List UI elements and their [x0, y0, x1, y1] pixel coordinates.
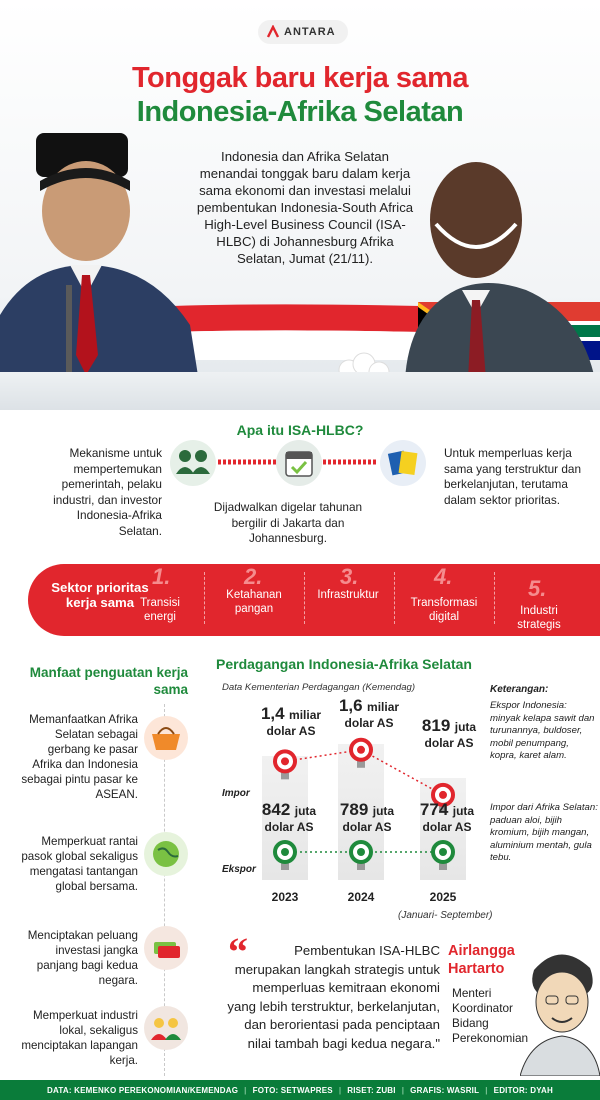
speaker-name: Airlangga Hartarto: [448, 943, 515, 977]
credit-data: DATA: KEMENKO PEREKONOMIAN/KEMENDAG: [47, 1085, 239, 1095]
sector-divider: [304, 572, 305, 624]
speaker-portrait: [520, 940, 600, 1076]
export-row-label: Ekspor: [222, 864, 256, 875]
footer-separator: |: [338, 1085, 342, 1095]
footer-separator: |: [485, 1085, 488, 1095]
sector-number: 4.: [434, 564, 453, 589]
benefit-item-4: Memperkuat industri lokal, sekaligus menciptakan lapangan kerja.: [21, 1009, 138, 1067]
trade-title: Perdagangan Indonesia-Afrika Selatan: [216, 656, 472, 672]
sector-divider: [394, 572, 395, 624]
year-label-2023: 2023: [271, 890, 299, 904]
benefit-item-3: Menciptakan peluang investasi jangka panjang bagi kedua negara.: [27, 929, 138, 987]
workers-icon: [144, 1006, 188, 1050]
import-value-2023: 1,4 miliar dolar AS: [260, 704, 322, 738]
sector-number: 3.: [340, 564, 359, 589]
export-value-2023: 842 juta dolar AS: [261, 800, 317, 834]
quote-text: Pembentukan ISA-HLBC merupakan langkah strategis untuk memperluas kemitraan ekonomi yang lebih terstruktur, berkelanjutan, dan berorientasi pada penciptaan nilai tambah bagi kedua negara.": [227, 943, 440, 1051]
import-marker-2024: [351, 740, 371, 768]
export-marker-2024: [351, 842, 371, 870]
quote-mark-icon: “: [228, 929, 248, 974]
antara-logo-icon: [266, 25, 280, 39]
sector-item-5: [500, 566, 580, 634]
sector-item-2: [210, 566, 302, 634]
sector-number: 1.: [152, 564, 171, 589]
credit-editor: EDITOR: DYAH: [493, 1085, 553, 1095]
sector-number: 2.: [244, 564, 263, 589]
benefit-item-2: Memperkuat rantai pasok global sekaligus mengatasi tantangan global bersama.: [21, 835, 138, 893]
globe-icon: [144, 832, 188, 876]
basket-icon: [144, 716, 188, 760]
people-meeting-icon: [170, 440, 216, 486]
sector-label: Industri strategis: [517, 605, 561, 631]
benefit-item-1: Memanfaatkan Afrika Selatan sebagai gerbang ke pasar Afrika dan Indonesia sebagai pintu pasar ke ASEAN.: [21, 713, 138, 801]
brand-name: ANTARA: [284, 26, 336, 38]
import-row-label: Impor: [222, 788, 250, 799]
benefits-title: Manfaat penguatan kerja sama: [29, 665, 188, 697]
footer-separator: |: [401, 1085, 405, 1095]
intro-paragraph: Indonesia dan Afrika Selatan menandai tonggak baru dalam kerja sama ekonomi dan investasi melalui pembentukan Indonesia-South Africa High-Level Business Council (ISA-HLBC) di Johannesburg Afrika Selatan, Jumat (21/11).: [196, 149, 414, 266]
export-marker-2023: [275, 842, 295, 870]
sector-label: Infrastruktur: [317, 589, 379, 601]
export-marker-2025: [433, 842, 453, 870]
credit-graphics: GRAFIS: WASRIL: [410, 1085, 480, 1095]
credit-research: RISET: ZUBI: [347, 1085, 396, 1095]
sector-item-3: [308, 566, 392, 634]
notes-export: Ekspor Indonesia: minyak kelapa sawit dan turunannya, buldoser, mobil penumpang, kopra, karet alam.: [490, 700, 595, 761]
page-title-line2: Indonesia-Afrika Selatan: [136, 96, 464, 128]
sector-label: Transisi energi: [140, 597, 180, 623]
isa-left-text: Mekanisme untuk mempertemukan pemerintah, pelaku industri, dan investor Indonesia-Afrika Selatan.: [53, 446, 162, 538]
documents-icon: [380, 440, 426, 486]
sector-divider: [204, 572, 205, 624]
trade-source: Data Kementerian Perdagangan (Kemendag): [222, 682, 416, 693]
sectors-label: Sektor prioritas kerja sama: [51, 580, 149, 610]
sector-divider: [494, 572, 495, 624]
footer-credits: [0, 1080, 600, 1100]
speaker-role: Menteri Koordinator Bidang Perekonomian: [452, 986, 529, 1045]
import-marker-2023: [275, 751, 295, 779]
notes-heading: Keterangan:: [490, 684, 549, 695]
footer-separator: |: [244, 1085, 247, 1095]
brand-logo: [258, 20, 348, 44]
money-icon: [144, 926, 188, 970]
year-label-2024: 2024: [347, 890, 375, 904]
year-label-2025: 2025: [429, 890, 457, 904]
import-value-2024: 1,6 miliar dolar AS: [338, 696, 400, 730]
sector-item-4: [398, 566, 490, 634]
import-value-2025: 819 juta dolar AS: [421, 716, 477, 750]
sector-label: Transformasi digital: [410, 597, 478, 623]
notes-import: Impor dari Afrika Selatan: paduan aloi, bijih kromium, bijih mangan, aluminium mentah, gula tebu.: [490, 802, 598, 863]
isa-middle-text: Dijadwalkan digelar tahunan bergilir di Jakarta dan Johannesburg.: [213, 500, 363, 545]
calendar-icon: [276, 440, 322, 486]
export-value-2025: 774 juta dolar AS: [419, 800, 475, 834]
sector-item-1: [130, 566, 200, 634]
export-value-2024: 789 juta dolar AS: [339, 800, 395, 834]
page-title-line1: Tonggak baru kerja sama: [131, 62, 469, 94]
isa-right-text: Untuk memperluas kerja sama yang terstruktur dan berkelanjutan, terutama dalam sektor prioritas.: [444, 446, 582, 507]
credit-photo: FOTO: SETWAPRES: [252, 1085, 333, 1095]
sector-label: Ketahanan pangan: [226, 589, 282, 615]
sector-number: 5.: [528, 576, 547, 601]
period-note: (Januari- September): [398, 910, 493, 921]
isa-title: Apa itu ISA-HLBC?: [236, 422, 364, 438]
